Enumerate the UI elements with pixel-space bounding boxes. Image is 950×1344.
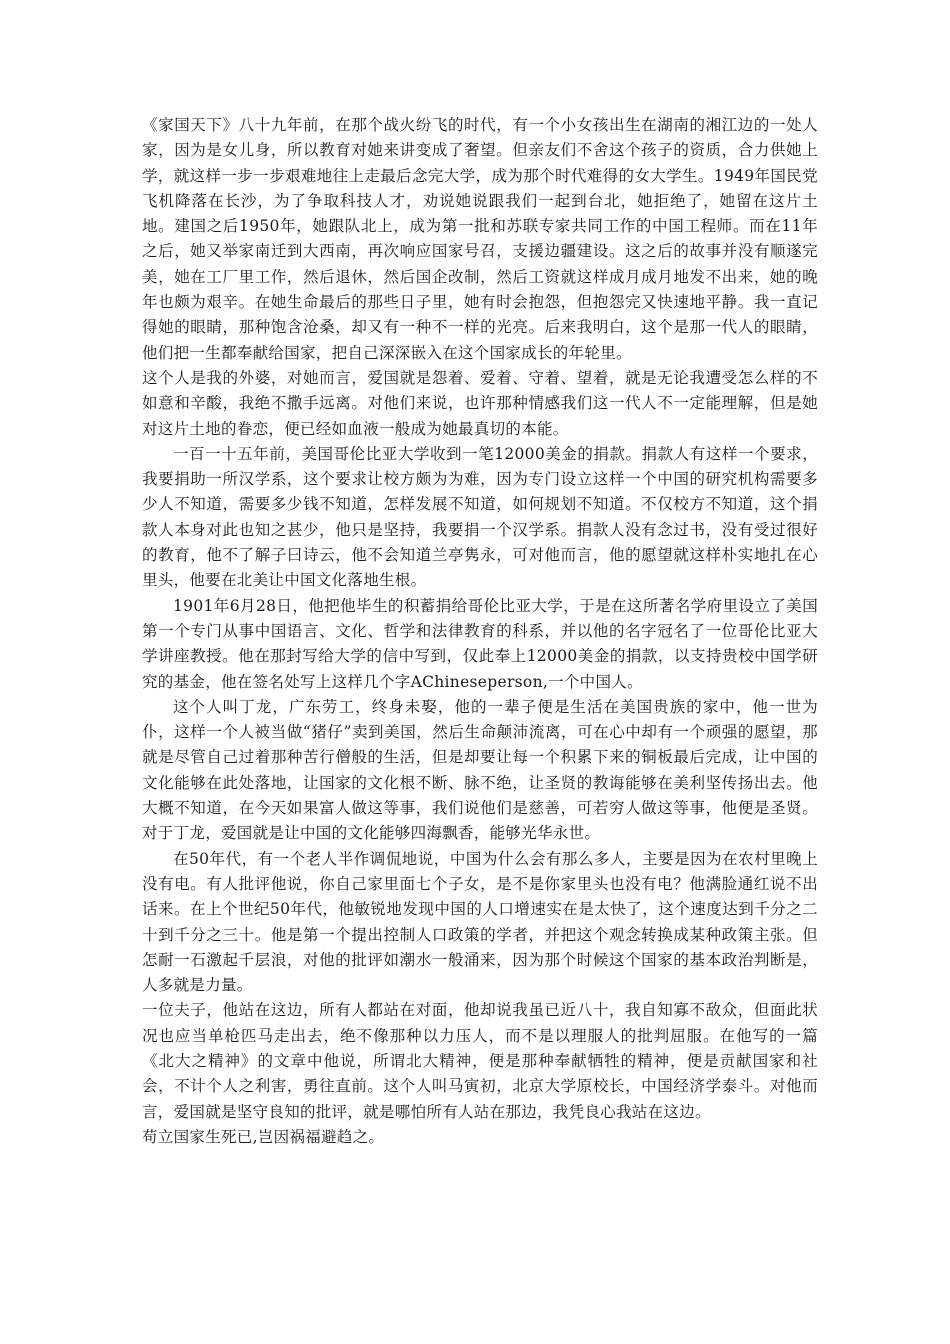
paragraph-mayinchu: 一位夫子，他站在这边，所有人都站在对面，他却说我虽已近八十，我自知寡不敌众，但面此状况也应当单枪匹马走出去，绝不像那种以力压人，而不是以理服人的批判屈服。在他写的一篇《北大之精神》的文章中他说，所谓北大精神，便是那种奉献牺牲的精神，便是贡献国家和社会，不计个人之利害，勇往直前。这个人叫马寅初，北京大学原校长，中国经济学泰斗。对他而言，爱国就是坚守良知的批评，就是哪怕所有人站在那边，我凭良心我站在这边。 bbox=[142, 1001, 818, 1121]
paragraph-dinglong: 这个人叫丁龙，广东劳工，终身未娶，他的一辈子便是生活在美国贵族的家中，他一世为仆，这样一个人被当做“猪仔”卖到美国，然后生命颠沛流离，可在心中却有一个顽强的愿望，那就是尽管自己过着那种苦行僧般的生活，但是却要让每一个积累下来的铜板最后完成，让中国的文化能够在此处落地，让国家的文化根不断、脉不绝，让圣贤的教诲能够在美利坚传扬出去。他大概不知道，在今天如果富人做这等事，我们说他们是慈善，可若穷人做这等事，他便是圣贤。对于丁龙，爱国就是让中国的文化能够四海飘香，能够光华永世。 bbox=[142, 697, 818, 843]
paragraph-grandmother: 《家国天下》八十九年前，在那个战火纷飞的时代，有一个小女孩出生在湖南的湘江边的一处人家，因为是女儿身，所以教育对她来讲变成了奢望。但亲友们不舍这个孩子的资质，合力供她上学，就这样一步一步艰难地往上走最后念完大学，成为那个时代难得的女大学生。1949年国民党飞机降落在长沙，为了争取科技人才，劝说她说跟我们一起到台北，她拒绝了，她留在这片土地。建国之后1950年，她跟队北上，成为第一批和苏联专家共同工作的中国工程师。而在11年之后，她又举家南迁到大西南，再次响应国家号召，支援边疆建设。这之后的故事并没有顺遂完美，她在工厂里工作，然后退休，然后国企改制，然后工资就这样成月成月地发不出来，她的晚年也颇为艰辛。在她生命最后的那些日子里，她有时会抱怨，但抱怨完又快速地平静。我一直记得她的眼睛，那种饱含沧桑，却又有一种不一样的光亮。后来我明白，这个是那一代人的眼睛，他们把一生都奉献给国家，把自己深深嵌入在这个国家成长的年轮里。 bbox=[142, 116, 818, 362]
paragraph-population: 在50年代，有一个老人半作调侃地说，中国为什么会有那么多人，主要是因为在农村里晚上没有电。有人批评他说，你自己家里面七个子女，是不是你家里头也没有电？他满脸通红说不出话来。在上个世纪50年代，他敏锐地发现中国的人口增速实在是太快了，这个速度达到千分之二十到千分之三十。他是第一个提出控制人口政策的学者，并把这个观念转换成某种政策主张。但怎耐一石激起千层浪，对他的批评如潮水一般涌来，因为那个时候这个国家的基本政治判断是，人多就是力量。 bbox=[142, 849, 818, 995]
paragraph-closing-verse: 苟立国家生死已,岂因祸福避趋之。 bbox=[142, 1127, 385, 1146]
paragraph-grandmother-patriotism: 这个人是我的外婆，对她而言，爱国就是怨着、爱着、守着、望着，就是无论我遭受怎么样的不如意和辛酸，我绝不撒手远离。对他们来说，也许那种情感我们这一代人不一定能理解，但是她对这片土地的眷恋，便已经如血液一般成为她最真切的本能。 bbox=[142, 368, 818, 438]
paragraph-1901-donation: 1901年6月28日，他把他毕生的积蓄捐给哥伦比亚大学，于是在这所著名学府里设立了美国第一个专门从事中国语言、文化、哲学和法律教育的科系，并以他的名字冠名了一位哥伦比亚大学讲座教授。他在那封写给大学的信中写到，仅此奉上12000美金的捐款，以支持贵校中国学研究的基金，他在签名处写上这样几个字AChineseperson,一个中国人。 bbox=[142, 596, 818, 691]
document-body bbox=[142, 113, 818, 1150]
paragraph-columbia-donation: 一百一十五年前，美国哥伦比亚大学收到一笔12000美金的捐款。捐款人有这样一个要求，我要捐助一所汉学系，这个要求让校方颇为为难，因为专门设立这样一个中国的研究机构需要多少人不知道，需要多少钱不知道，怎样发展不知道，如何规划不知道。不仅校方不知道，这个捐款人本身对此也知之甚少，他只是坚持，我要捐一个汉学系。捐款人没有念过书，没有受过很好的教育，他不了解子曰诗云，他不会知道兰亭隽永，可对他而言，他的愿望就这样朴实地扎在心里头，他要在北美让中国文化落地生根。 bbox=[142, 444, 818, 590]
